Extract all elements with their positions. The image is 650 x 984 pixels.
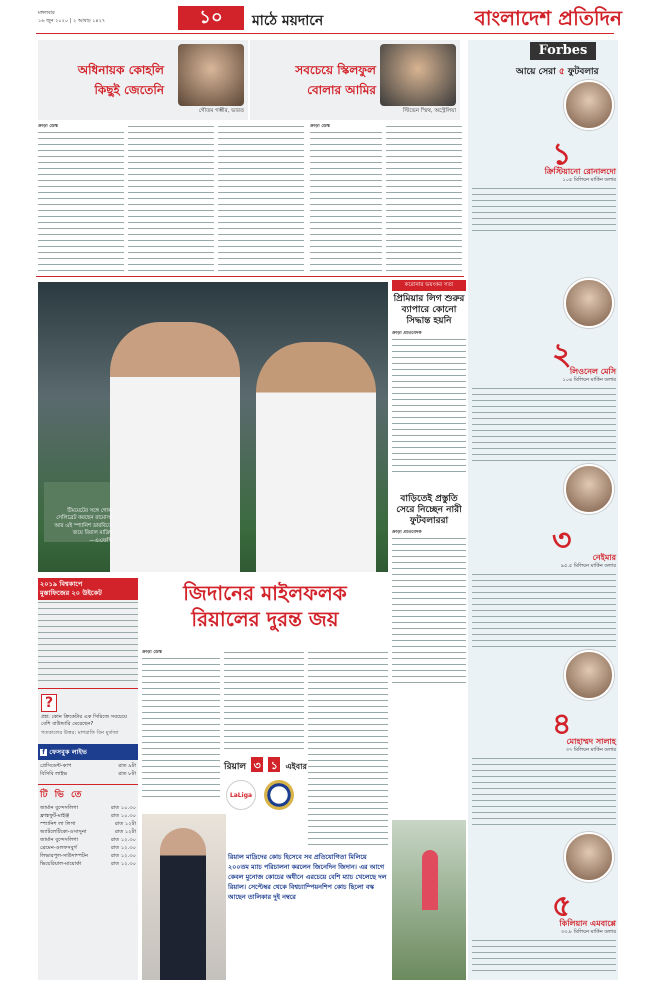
amir-col-1: ক্রীড়া ডেস্ক <box>310 124 382 272</box>
rank-3: ৩ <box>552 523 572 558</box>
wc-sidebar-text <box>38 600 138 684</box>
player-1-income: ১০৫ মিলিয়ন মার্কিন ডলার <box>562 177 616 183</box>
zidane-col-3 <box>308 650 388 846</box>
amir-headline: সবচেয়ে স্কিলফুল বোলার আমির <box>295 63 376 97</box>
quiz-prev-answer: গতকালের উত্তর: মাশরাফি বিন মুর্তজা <box>41 730 119 736</box>
premier-league-story <box>392 280 466 490</box>
list-item: লিভারপুল-সাউদাম্পটন রাত ১২.৩০ <box>40 853 136 859</box>
player-2-name: লিওনেল মেসি <box>569 367 616 376</box>
section-title: মাঠে ময়দানে <box>252 13 324 29</box>
list-item: অ্যাটলেটিকো-ওসাসুনা রাত ১২টা <box>40 829 136 835</box>
list-item: ভিয়েরিয়াল-মায়োর্কা রাত ১২.৩০ <box>40 861 136 867</box>
list-item: বিসিবি লাইভ রাত ৮টা <box>40 771 136 777</box>
amir-col-2 <box>386 124 462 272</box>
kohli-headline: অধিনায়ক কোহলি কিছুই জেতেনি <box>77 63 164 97</box>
zidane-figure <box>160 828 206 980</box>
ronaldo-photo <box>564 80 614 130</box>
player-4-text <box>472 756 616 830</box>
zidane-col-2 <box>224 650 304 750</box>
zidane-headline: জিদানের মাইলফলক রিয়ালের দুরন্ত জয় <box>183 581 347 631</box>
list-item: প্রেসিডেন্ট-কাপ রাত ৯টা <box>40 763 136 769</box>
forbes-title: আয়ে সেরা ৫ ফুটবলার <box>516 67 599 77</box>
forbes-sidebar <box>468 40 618 980</box>
list-item: ব্রেমেন-ওলফসবুর্গ রাত ১২.৩০ <box>40 845 136 851</box>
score-away: ১ <box>268 757 280 772</box>
facebook-title: f ফেসবুক লাইভ <box>38 744 138 760</box>
tv-title: টি ভি তে <box>38 784 138 804</box>
zidane-photo-caption: রিয়াল মাদ্রিদের কোচ হিসেবে সব প্রতিযোগিতা মিলিয়ে ২০০তম ম্যাচ পরিচালনা করলেন জিনেদিন জিদান। এর আগে কেবল মুনোজ কোচের অধীনে এরচেয়ে বেশি ম্যাচ খেলেছে দল রিয়াল। সেপ্টেম্বর থেকে বিশ্বচ্যাম্পিয়নশিপ কোচ ছিলো বস্ক আছেন তালিকার দুই নম্বরে <box>228 853 387 901</box>
quiz-box <box>38 688 138 740</box>
zidane-col-1: ক্রীড়া ডেস্ক <box>142 650 220 800</box>
scoreline: রিয়াল ৩ ১ এইবার <box>224 759 307 772</box>
player-5-text <box>472 938 616 976</box>
pl-headline: প্রিমিয়ার লিগ শুরুর ব্যাপারে কোনো সিদ্ধান্ত হয়নি <box>393 294 465 326</box>
real-madrid-crest <box>264 780 294 810</box>
page-number: ১০ <box>178 6 244 30</box>
tv-section <box>38 784 138 868</box>
player-3-text <box>472 572 616 648</box>
kohli-byline: গৌতম গম্ভীর, ভারত <box>198 108 244 114</box>
wf-dateline: ক্রীড়া প্রতিবেদক <box>392 530 422 535</box>
rank-5: ৫ <box>552 889 572 924</box>
quiz-question: প্রশ্ন: কোন ক্রিকেটার এক সিরিজে সবচেয়ে বেশি বাউন্ডারি মেরেছেন? <box>41 714 128 727</box>
masthead-logo: বাংলাদেশ প্রতিদিন <box>474 6 622 30</box>
score-home: ৩ <box>251 757 263 772</box>
pl-text <box>392 337 466 477</box>
womens-training-photo <box>392 820 466 980</box>
kohli-col-3 <box>218 124 304 272</box>
player-3-income: ৯৫.৫ মিলিয়ন মার্কিন ডলার <box>560 563 616 569</box>
wf-text <box>392 536 466 686</box>
player-figure-left <box>110 322 240 572</box>
player-figure-right <box>256 342 376 572</box>
womens-football-story <box>392 494 466 688</box>
salah-photo <box>564 650 614 700</box>
tv-list <box>38 804 138 868</box>
list-item: জার্মান বুন্দেসলিগা রাত ১০.৩০ <box>40 805 136 811</box>
amir-header-box <box>250 40 460 120</box>
gambhir-photo <box>178 44 244 106</box>
player-1-name: ক্রিস্টিয়ানো রোনালদো <box>544 167 616 176</box>
list-item: স্প্যানিশ লা লিগা রাত ১২টা <box>40 821 136 827</box>
player-5-income: ৩৩.৮ মিলিয়ন মার্কিন ডলার <box>560 929 616 935</box>
ramos-caption: টিমমেটের সঙ্গে গোল সেলিব্রেট করছেন রামোস। আর এই স্প্যানিশ ডারবিতে জয়ে রিয়াল মাদ্রিদ —এএফপি <box>54 508 112 544</box>
player-2-text <box>472 386 616 462</box>
kohli-col-1: ক্রীড়া ডেস্ক <box>38 124 124 272</box>
smith-photo <box>380 44 456 106</box>
list-item: ফ্রাঙ্কফুর্ট-মাইঞ্জ রাত ১০.৩০ <box>40 813 136 819</box>
facebook-list <box>38 760 138 780</box>
player-3-name: নেইমার <box>592 553 616 562</box>
messi-photo <box>564 278 614 328</box>
header-rule <box>36 33 614 34</box>
facebook-section <box>38 744 138 780</box>
list-item: জার্মান বুন্দেসলিগা রাত ১২.৩০ <box>40 837 136 843</box>
player-4-name: মোহাম্মদ সালাহ <box>566 737 616 746</box>
forbes-logo: Forbes <box>530 42 596 60</box>
amir-byline: স্টিভেন স্মিথ, অস্ট্রেলিয়া <box>402 108 456 114</box>
facebook-icon: f <box>40 749 47 756</box>
kohli-col-2 <box>128 124 214 272</box>
left-sidebar <box>38 578 138 980</box>
laliga-logo: LaLiga <box>226 780 256 810</box>
rank-2: ২ <box>552 337 572 372</box>
kohli-header-box <box>38 40 248 120</box>
wc-sidebar-title: ২০১৯ বিশ্বকাপে মুস্তাফিজের ২০ উইকেট <box>38 578 138 600</box>
pl-dateline: ক্রীড়া প্রতিবেদক <box>392 331 422 336</box>
question-mark-icon: ? <box>41 694 57 712</box>
rank-1: ১ <box>552 137 572 172</box>
neymar-photo <box>564 464 614 514</box>
dateline-header: মঙ্গলবার ১৬ জুন ২০২০ | ২ আষাঢ় ১৪২৭ <box>38 10 106 24</box>
player-5-name: কিলিয়ান এমবাপ্পে <box>559 919 616 928</box>
mbappe-photo <box>564 832 614 882</box>
player-4-income: ৩৭ মিলিয়ন মার্কিন ডলার <box>565 747 616 753</box>
mid-rule <box>36 276 464 277</box>
wf-headline: বাড়িতেই প্রস্তুতি সেরে নিচ্ছেন নারী ফুটবলাররা <box>396 494 462 526</box>
player-figure <box>422 850 438 910</box>
player-2-income: ১০৪ মিলিয়ন মার্কিন ডলার <box>562 377 616 383</box>
player-1-text <box>472 186 616 236</box>
zidane-photo <box>142 814 226 980</box>
rank-4: ৪ <box>552 707 572 742</box>
pl-kicker: করোনার ভয়ংকর সত্য <box>392 280 466 291</box>
